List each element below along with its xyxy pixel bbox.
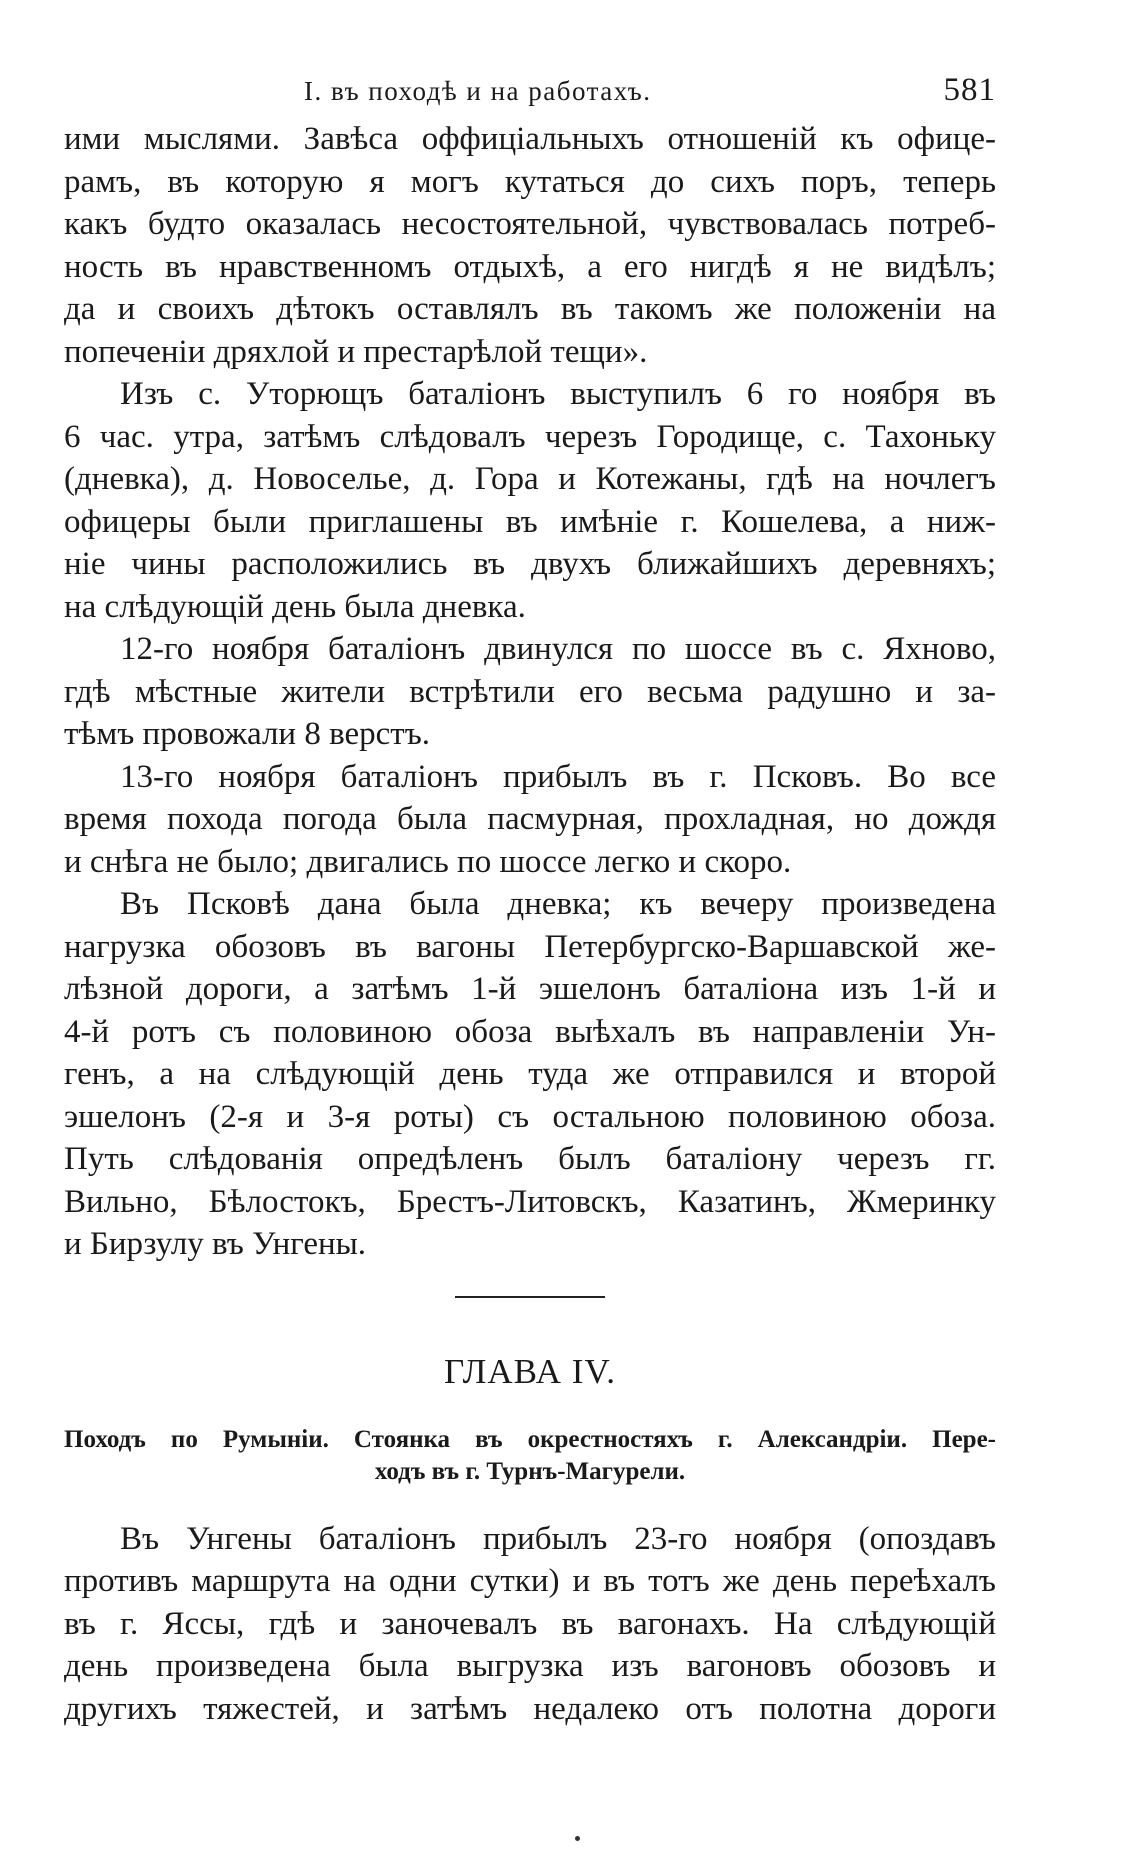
text-line: на слѣдующій день была дневка. (64, 588, 526, 625)
text-line: какъ будто оказалась несостоятельной, чувствовалась потреб- (64, 206, 996, 242)
text-line: тѣмъ провожали 8 верстъ. (64, 716, 431, 752)
text-line: да и своихъ дѣтокъ оставлялъ въ такомъ же положеніи на (64, 291, 996, 327)
chapter-title: ГЛАВА IV. (444, 1351, 616, 1391)
text-line: 6 час. утра, затѣмъ слѣдовалъ черезъ Городище, с. Тахоньку (64, 418, 996, 455)
print-speck (575, 1836, 580, 1841)
text-line: эшелонъ (2-я и 3-я роты) съ остальною половиною обоза. (64, 1098, 996, 1135)
chapter-summary-line: ходъ въ г. Турнъ-Магурели. (374, 1457, 686, 1485)
text-line: Изъ с. Уторющъ баталіонъ выступилъ 6 го ноября въ (120, 376, 996, 412)
text-line: ими мыслями. Завѣса оффиціальныхъ отношеній къ офице- (64, 121, 996, 157)
text-line: 4-й ротъ съ половиною обоза выѣхалъ въ направленіи Ун- (64, 1013, 996, 1050)
chapter-text (64, 1518, 996, 1731)
text-line: Вильно, Бѣлостокъ, Брестъ-Литовскъ, Казатинъ, Жмеринку (64, 1183, 996, 1220)
text-line: офицеры были приглашены въ имѣніе г. Кошелева, а ниж- (64, 503, 996, 540)
text-line: и Бирзулу въ Унгены. (64, 1226, 367, 1262)
book-page (64, 70, 996, 1730)
running-title: I. въ походѣ и на работахъ. (304, 76, 652, 106)
text-line: Въ Псковѣ дана была дневка; къ вечеру произведена (120, 886, 996, 922)
chapter-summary (64, 1424, 996, 1488)
text-line: 13-го ноября баталіонъ прибылъ въ г. Псковъ. Во все (120, 758, 996, 795)
text-line: гдѣ мѣстные жители встрѣтили его весьма радушно и за- (64, 673, 996, 710)
text-line: противъ маршрута на одни сутки) и въ тотъ же день переѣхалъ (64, 1563, 996, 1599)
text-line: время похода погода была пасмурная, прохладная, но дождя (64, 801, 996, 837)
text-line: лѣзной дороги, а затѣмъ 1-й эшелонъ баталіона изъ 1-й и (64, 971, 996, 1007)
text-line: и снѣга не было; двигались по шоссе легко и скоро. (64, 843, 792, 880)
text-line: 12-го ноября баталіонъ двинулся по шоссе въ с. Яхново, (120, 631, 996, 667)
text-line: рамъ, въ которую я могъ кутаться до сихъ поръ, теперь (64, 163, 996, 200)
text-line: другихъ тяжестей, и затѣмъ недалеко отъ полотна дороги (64, 1690, 996, 1727)
text-line: Путь слѣдованія опредѣленъ былъ баталіону черезъ гг. (64, 1141, 996, 1177)
text-line: генъ, а на слѣдующій день туда же отправился и второй (64, 1056, 996, 1092)
chapter-summary-line: Походъ по Румыніи. Стоянка въ окрестностяхъ г. Александріи. Пере- (64, 1425, 996, 1453)
text-line: ніе чины расположились въ двухъ ближайшихъ деревняхъ; (64, 546, 996, 582)
page-number: 581 (943, 72, 996, 108)
section-divider (455, 1296, 605, 1298)
running-header (64, 70, 996, 118)
text-line: въ г. Яссы, гдѣ и заночевалъ въ вагонахъ. На слѣдующій (64, 1605, 996, 1642)
text-line: попеченіи дряхлой и престарѣлой тещи». (64, 333, 648, 370)
body-text (64, 118, 996, 1266)
text-line: ность въ нравственномъ отдыхѣ, а его нигдѣ я не видѣлъ; (64, 248, 996, 285)
text-line: день произведена была выгрузка изъ вагоновъ обозовъ и (64, 1648, 996, 1684)
text-line: (дневка), д. Новоселье, д. Гора и Котежаны, гдѣ на ночлегъ (64, 461, 996, 497)
text-line: нагрузка обозовъ въ вагоны Петербургско-Варшавской же- (64, 928, 996, 965)
text-line: Въ Унгены баталіонъ прибылъ 23-го ноября (опоздавъ (120, 1520, 996, 1557)
